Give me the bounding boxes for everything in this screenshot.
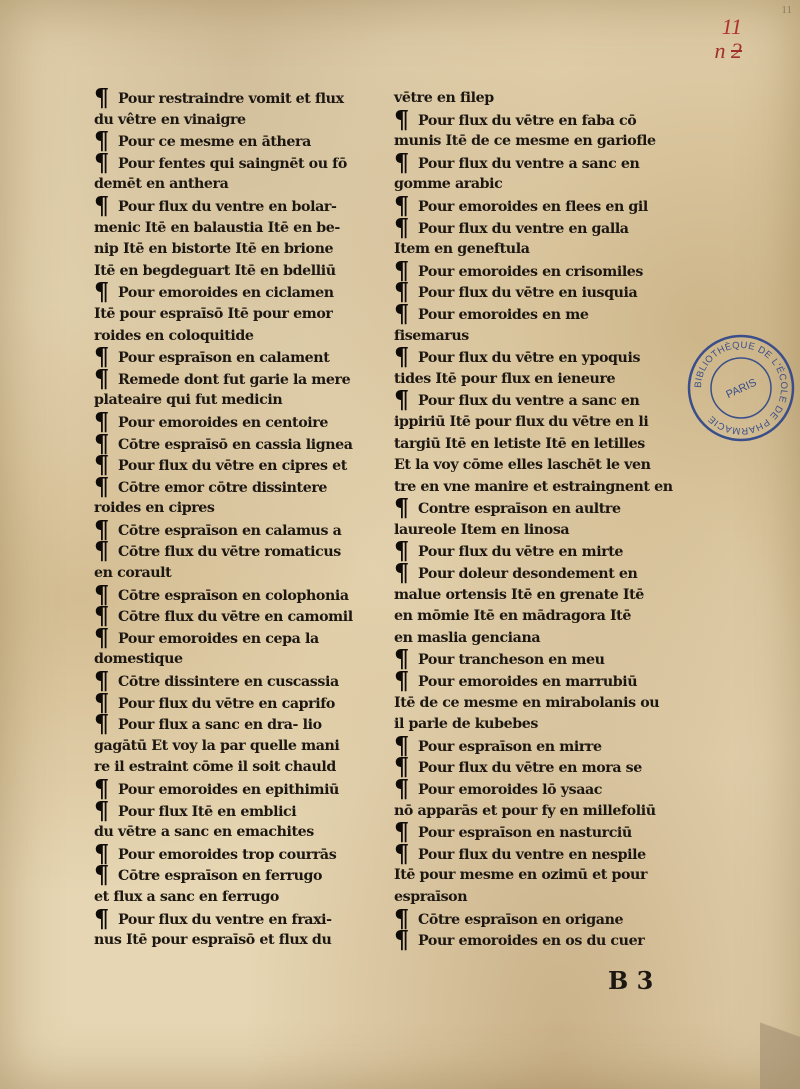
pilcrow-icon: ¶ xyxy=(394,644,409,674)
text-line xyxy=(94,736,364,758)
text-line xyxy=(394,434,664,456)
text-line xyxy=(394,455,664,477)
pilcrow-icon: ¶ xyxy=(394,752,409,782)
text-line xyxy=(94,218,364,240)
text-line xyxy=(94,406,364,436)
text-line-content: en mōmie Itē en mādragora Itē xyxy=(394,608,631,625)
text-line-content: plateaire qui fut medicin xyxy=(94,392,283,409)
text-line xyxy=(394,585,664,607)
text-line-content: en maslia genciana xyxy=(394,629,541,646)
text-line xyxy=(94,774,364,803)
text-line-content: gagātū Et voy la par quelle mani xyxy=(94,737,340,754)
text-line xyxy=(94,838,364,868)
text-line-content: Cōtre flux du vētre en camomil xyxy=(118,609,353,626)
text-line xyxy=(394,493,664,523)
text-line xyxy=(394,520,664,542)
text-line-content: Pour flux a sanc en dra- lio xyxy=(118,717,322,734)
text-line xyxy=(94,83,364,112)
text-line xyxy=(94,304,364,326)
text-line-content: Cōtre espraīson en colophonia xyxy=(118,587,349,604)
text-line-content: Cōtre espraīson en origane xyxy=(418,911,624,928)
text-line xyxy=(94,498,364,520)
text-line xyxy=(394,558,664,588)
text-line xyxy=(94,536,364,566)
text-line-content: Cōtre dissintere en cuscassia xyxy=(118,674,339,691)
text-line xyxy=(394,88,664,110)
pilcrow-icon: ¶ xyxy=(394,925,409,955)
pilcrow-icon: ¶ xyxy=(94,514,109,544)
text-line-content: targiū Itē en letiste Itē en letilles xyxy=(394,435,645,452)
pilcrow-icon: ¶ xyxy=(94,838,109,868)
pilcrow-icon: ¶ xyxy=(394,104,409,134)
pilcrow-icon: ¶ xyxy=(94,666,109,696)
right-text-column xyxy=(394,88,673,955)
text-line xyxy=(394,104,664,134)
text-line xyxy=(94,110,364,132)
page-edge-tear xyxy=(760,969,800,1089)
text-line xyxy=(394,628,664,650)
text-line-content: Itē en begdeguart Itē en bdelliū xyxy=(94,262,336,279)
text-line-content: en corault xyxy=(94,565,172,582)
text-line-content: Pour flux du ventre en fraxi- xyxy=(118,911,332,928)
pilcrow-icon: ¶ xyxy=(394,385,409,415)
pilcrow-icon: ¶ xyxy=(394,298,409,328)
text-line xyxy=(94,887,364,909)
text-line-content: Pour flux du vētre en mirte xyxy=(418,544,624,561)
text-line xyxy=(94,342,364,372)
text-line-content: Pour emoroides en marrubiū xyxy=(418,674,638,691)
pilcrow-icon: ¶ xyxy=(94,190,109,220)
shelf-mark xyxy=(715,38,743,64)
text-line xyxy=(94,822,364,844)
text-line-content: re il estraint cōme il soit chauld xyxy=(94,759,336,776)
text-line-content: Pour espraīson en calament xyxy=(118,350,330,367)
text-line-content: Pour emoroides en me xyxy=(418,306,589,323)
text-line-content: Pour flux du vētre en mora se xyxy=(418,760,642,777)
text-line-content: Pour trancheson en meu xyxy=(418,652,605,669)
text-line-content: du vētre a sanc en emachites xyxy=(94,824,314,841)
text-line xyxy=(394,536,664,566)
text-line-content: menic Itē en balaustia Itē en be- xyxy=(94,219,340,236)
text-line xyxy=(394,801,664,823)
text-line xyxy=(394,730,664,760)
text-line-content: Pour flux du ventre a sanc en xyxy=(418,393,640,410)
text-line-content: tides Itē pour flux en ieneure xyxy=(394,370,616,387)
text-line xyxy=(394,865,664,887)
text-line-content: Pour ce mesme en āthera xyxy=(118,134,311,151)
stamp-center-text: PARIS xyxy=(724,376,759,402)
text-line-content: Cōtre espraīson en calamus a xyxy=(118,522,342,539)
text-line xyxy=(394,774,664,803)
text-line-content: Et la voy cōme elles laschēt le ven xyxy=(394,457,651,474)
text-line-content: Remede dont fut garie la mere xyxy=(118,371,351,388)
text-line-content: Cōtre espraīsō en cassia lignea xyxy=(118,436,353,453)
text-line-content: Pour emoroides en epithimiū xyxy=(118,782,339,798)
corner-small-number: 11 xyxy=(781,4,792,16)
text-line xyxy=(94,514,364,544)
text-line-content: Itē pour espraīsō Itē pour emor xyxy=(94,305,333,322)
text-line-content: roides en coloquitide xyxy=(94,327,254,344)
pilcrow-icon: ¶ xyxy=(94,126,109,156)
left-text-column xyxy=(94,83,364,952)
text-line-content: Pour flux Itē en emblici xyxy=(118,803,297,820)
pilcrow-icon: ¶ xyxy=(94,795,109,825)
text-line xyxy=(394,298,664,328)
text-line xyxy=(394,887,664,909)
text-line xyxy=(394,644,664,674)
text-line-content: Pour flux du vētre en caprifo xyxy=(118,695,335,712)
text-line-content: Pour flux du ventre en bolar- xyxy=(118,198,337,215)
text-line-content: Pour flux du vētre en cipres et xyxy=(118,458,347,475)
text-line-content: du vêtre en vinaigre xyxy=(94,111,246,128)
text-line xyxy=(94,326,364,348)
text-line xyxy=(394,212,664,242)
text-line-content: Pour emoroides en ciclamen xyxy=(118,285,334,302)
text-line-content: fisemarus xyxy=(394,327,469,344)
text-line-content: laureole Item en linosa xyxy=(394,521,570,538)
text-line xyxy=(394,817,664,847)
pilcrow-icon: ¶ xyxy=(394,190,409,220)
text-line xyxy=(394,606,664,628)
text-line xyxy=(94,601,364,631)
text-line xyxy=(94,579,364,609)
pilcrow-icon: ¶ xyxy=(94,903,109,933)
text-line-content: ippiriū Itē pour flux du vētre en li xyxy=(394,413,649,430)
pilcrow-icon: ¶ xyxy=(94,774,109,803)
text-line-content: nō apparās et pour fy en millefoliū xyxy=(394,802,656,819)
text-line xyxy=(394,369,664,391)
pilcrow-icon: ¶ xyxy=(94,536,109,566)
text-line xyxy=(394,385,664,415)
text-line xyxy=(94,261,364,283)
text-line xyxy=(394,239,664,261)
pilcrow-icon: ¶ xyxy=(94,601,109,631)
text-line-content: Pour espraīson en mirre xyxy=(418,738,602,755)
shelf-prefix: n xyxy=(714,38,726,63)
shelf-number: 2 xyxy=(731,38,742,63)
text-line-content: tre en vne manire et estraingnent en xyxy=(394,478,673,495)
text-line-content: Pour emoroides en centoire xyxy=(118,414,328,431)
text-line-content: Pour doleur desondement en xyxy=(418,566,638,583)
text-line xyxy=(94,795,364,825)
text-line xyxy=(94,390,364,412)
pilcrow-icon: ¶ xyxy=(94,83,109,112)
text-line-content: il parle de kubebes xyxy=(394,716,538,733)
text-line xyxy=(394,174,664,196)
text-line xyxy=(94,860,364,890)
pilcrow-icon: ¶ xyxy=(94,471,109,501)
text-line-content: Item en geneftula xyxy=(394,241,530,258)
text-line-content: Pour flux du ventre a sanc en xyxy=(418,155,640,172)
text-line xyxy=(94,622,364,652)
text-line-content: gomme arabic xyxy=(394,176,503,193)
pilcrow-icon: ¶ xyxy=(94,579,109,609)
signature-mark: B 3 xyxy=(608,966,654,995)
text-line xyxy=(394,903,664,933)
text-line-content: Itē de ce mesme en mirabolanis ou xyxy=(394,694,660,711)
text-line xyxy=(94,471,364,501)
text-line xyxy=(94,363,364,393)
text-line-content: Contre espraīson en aultre xyxy=(418,501,621,518)
text-line xyxy=(394,693,664,715)
text-line xyxy=(394,925,664,955)
text-line xyxy=(94,147,364,177)
pilcrow-icon: ¶ xyxy=(94,363,109,393)
text-line xyxy=(394,838,664,868)
text-line-content: nus Itē pour espraīsō et flux du xyxy=(94,932,332,949)
folio-number: 11 xyxy=(721,14,742,39)
text-line-content: nip Itē en bistorte Itē en brione xyxy=(94,241,334,258)
text-line-content: Pour emoroides en flees en gil xyxy=(418,198,648,215)
pilcrow-icon: ¶ xyxy=(394,666,409,696)
text-line xyxy=(94,563,364,585)
pilcrow-icon: ¶ xyxy=(394,903,409,933)
text-line xyxy=(94,174,364,196)
pilcrow-icon: ¶ xyxy=(394,277,409,307)
text-line-content: et flux a sanc en ferrugo xyxy=(94,888,279,905)
pilcrow-icon: ¶ xyxy=(94,277,109,307)
text-line-content: Pour flux du vētre en ypoquis xyxy=(418,350,641,367)
pilcrow-icon: ¶ xyxy=(94,147,109,177)
pilcrow-icon: ¶ xyxy=(94,860,109,890)
text-line xyxy=(94,666,364,696)
text-line xyxy=(394,666,664,696)
text-line xyxy=(394,326,664,348)
text-line-content: Cōtre flux du vētre romaticus xyxy=(118,544,341,561)
text-line xyxy=(94,450,364,480)
text-line xyxy=(94,709,364,739)
text-line xyxy=(94,126,364,156)
text-line-content: Cōtre emor cōtre dissintere xyxy=(118,479,328,496)
pilcrow-icon: ¶ xyxy=(394,212,409,242)
text-line-content: Pour fentes qui saingnēt ou fō xyxy=(118,155,347,172)
text-line-content: Pour restraindre vomit et flux xyxy=(118,91,344,107)
text-line-content: munis Itē de ce mesme en gariofle xyxy=(394,133,656,150)
text-line xyxy=(94,649,364,671)
text-line-content: Cōtre espraīson en ferrugo xyxy=(118,868,323,885)
text-line-content: Pour flux du ventre en galla xyxy=(418,220,629,237)
text-line xyxy=(394,412,664,434)
pilcrow-icon: ¶ xyxy=(94,709,109,739)
text-line-content: Pour emoroides en crisomiles xyxy=(418,263,644,280)
text-line-content: Pour emoroides lō ysaac xyxy=(418,782,603,798)
text-line xyxy=(394,255,664,285)
text-line xyxy=(394,190,664,220)
text-line-content: espraīson xyxy=(394,888,468,905)
library-stamp xyxy=(685,332,797,444)
pilcrow-icon: ¶ xyxy=(394,255,409,285)
text-line-content: domestique xyxy=(94,651,183,668)
text-line xyxy=(94,277,364,307)
pilcrow-icon: ¶ xyxy=(94,687,109,717)
pilcrow-icon: ¶ xyxy=(394,493,409,523)
text-line-content: Pour flux du vētre en iusquia xyxy=(418,285,638,302)
text-line-content: Pour flux du vētre en faba cō xyxy=(418,112,637,129)
text-line xyxy=(94,687,364,717)
text-line-content: Pour emoroides trop courrās xyxy=(118,846,337,863)
pilcrow-icon: ¶ xyxy=(394,342,409,372)
text-line xyxy=(94,428,364,458)
text-line-content: roides en cipres xyxy=(94,500,215,517)
text-line xyxy=(94,930,364,952)
text-line-content: malue ortensis Itē en grenate Itē xyxy=(394,586,644,603)
text-line-content: Pour emoroides en cepa la xyxy=(118,630,319,647)
text-line xyxy=(394,752,664,782)
pilcrow-icon: ¶ xyxy=(94,450,109,480)
text-line-content: Pour espraīson en nasturciū xyxy=(418,825,632,842)
text-line xyxy=(94,757,364,779)
pilcrow-icon: ¶ xyxy=(394,536,409,566)
text-line-content: Itē pour mesme en ozimū et pour xyxy=(394,867,648,884)
pilcrow-icon: ¶ xyxy=(394,817,409,847)
pilcrow-icon: ¶ xyxy=(94,406,109,436)
pilcrow-icon: ¶ xyxy=(394,558,409,588)
text-line xyxy=(94,903,364,933)
text-line xyxy=(94,239,364,261)
pilcrow-icon: ¶ xyxy=(394,147,409,177)
text-line xyxy=(394,131,664,153)
text-line xyxy=(94,190,364,220)
pilcrow-icon: ¶ xyxy=(94,622,109,652)
text-line-content: Pour flux du ventre en nespile xyxy=(418,846,646,863)
pilcrow-icon: ¶ xyxy=(94,342,109,372)
text-line xyxy=(394,147,664,177)
text-line xyxy=(394,477,673,499)
stamp-arc-text: BIBLIOTHÈQUE DE L'ÉCOLE DE PHARMACIE xyxy=(692,339,790,437)
text-line-content: vētre en filep xyxy=(394,90,494,106)
text-line-content: Pour emoroides en os du cuer xyxy=(418,933,645,950)
text-line xyxy=(394,714,664,736)
text-line xyxy=(394,342,664,372)
text-line-content: demēt en anthera xyxy=(94,176,229,193)
text-line xyxy=(394,277,664,307)
pilcrow-icon: ¶ xyxy=(394,774,409,803)
pilcrow-icon: ¶ xyxy=(394,730,409,760)
pilcrow-icon: ¶ xyxy=(94,428,109,458)
pilcrow-icon: ¶ xyxy=(394,838,409,868)
